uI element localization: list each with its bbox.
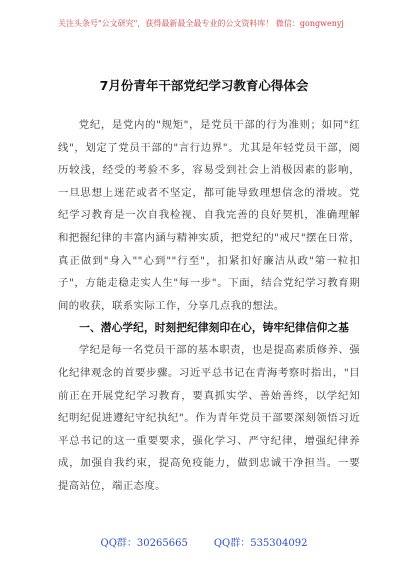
footer-contacts bbox=[0, 537, 408, 551]
document-body bbox=[58, 114, 360, 498]
footer-qq-left: QQ群：30265665 bbox=[100, 538, 188, 549]
header-notice: 关注头条号"公文研究"，获得最新最全最专业的公文资料库！ 微信：gongwenyj bbox=[58, 19, 344, 28]
footer-qq-right: QQ群：535304092 bbox=[213, 538, 308, 549]
section-paragraph: 学纪是每一名党员干部的基本职责，也是提高素质修养、强化纪律观念的首要步骤。习近平总书记在青海考察时指出，"目前正在开展党纪学习教育，要真抓实学、善始善终，以学纪知纪明纪促进遵纪守纪执纪"。作为青年党员干部要深刻领悟习近平总书记的这一重要要求，强化学习、严守纪律，增强纪律养成，加强自我约束，提高免疫能力，做到忠诚干净担当。一要提高站位，端正态度。 bbox=[58, 344, 360, 492]
section-heading: 一、潜心学纪，时刻把纪律刻印在心，铸牢纪律信仰之基 bbox=[79, 322, 350, 335]
document-title: 7月份青年干部党纪学习教育心得体会 bbox=[99, 78, 309, 93]
intro-paragraph: 党纪，是党内的"规矩"，是党员干部的行为准则；如同"红线"，划定了党员干部的"言行边界"。尤其是年轻党员干部，阅历较浅，经受的考验不多，容易受到社会上消极因素的影响，一旦思想上迷茫或者不坚定，都可能导致理想信念的滑坡。党纪学习教育是一次自我检视、自我完善的良好契机，准确理解和把握纪律的丰富内涵与精神实质，把党纪的"戒尺"摆在日常，真正做到"身入""心到""行至"，扣紧扣好廉洁从政"第一粒扣子"，方能走稳走实人生"每一步"。下面，结合党纪学习教育期间的收获，联系实际工作，分享几点我的想法。 bbox=[58, 119, 360, 312]
